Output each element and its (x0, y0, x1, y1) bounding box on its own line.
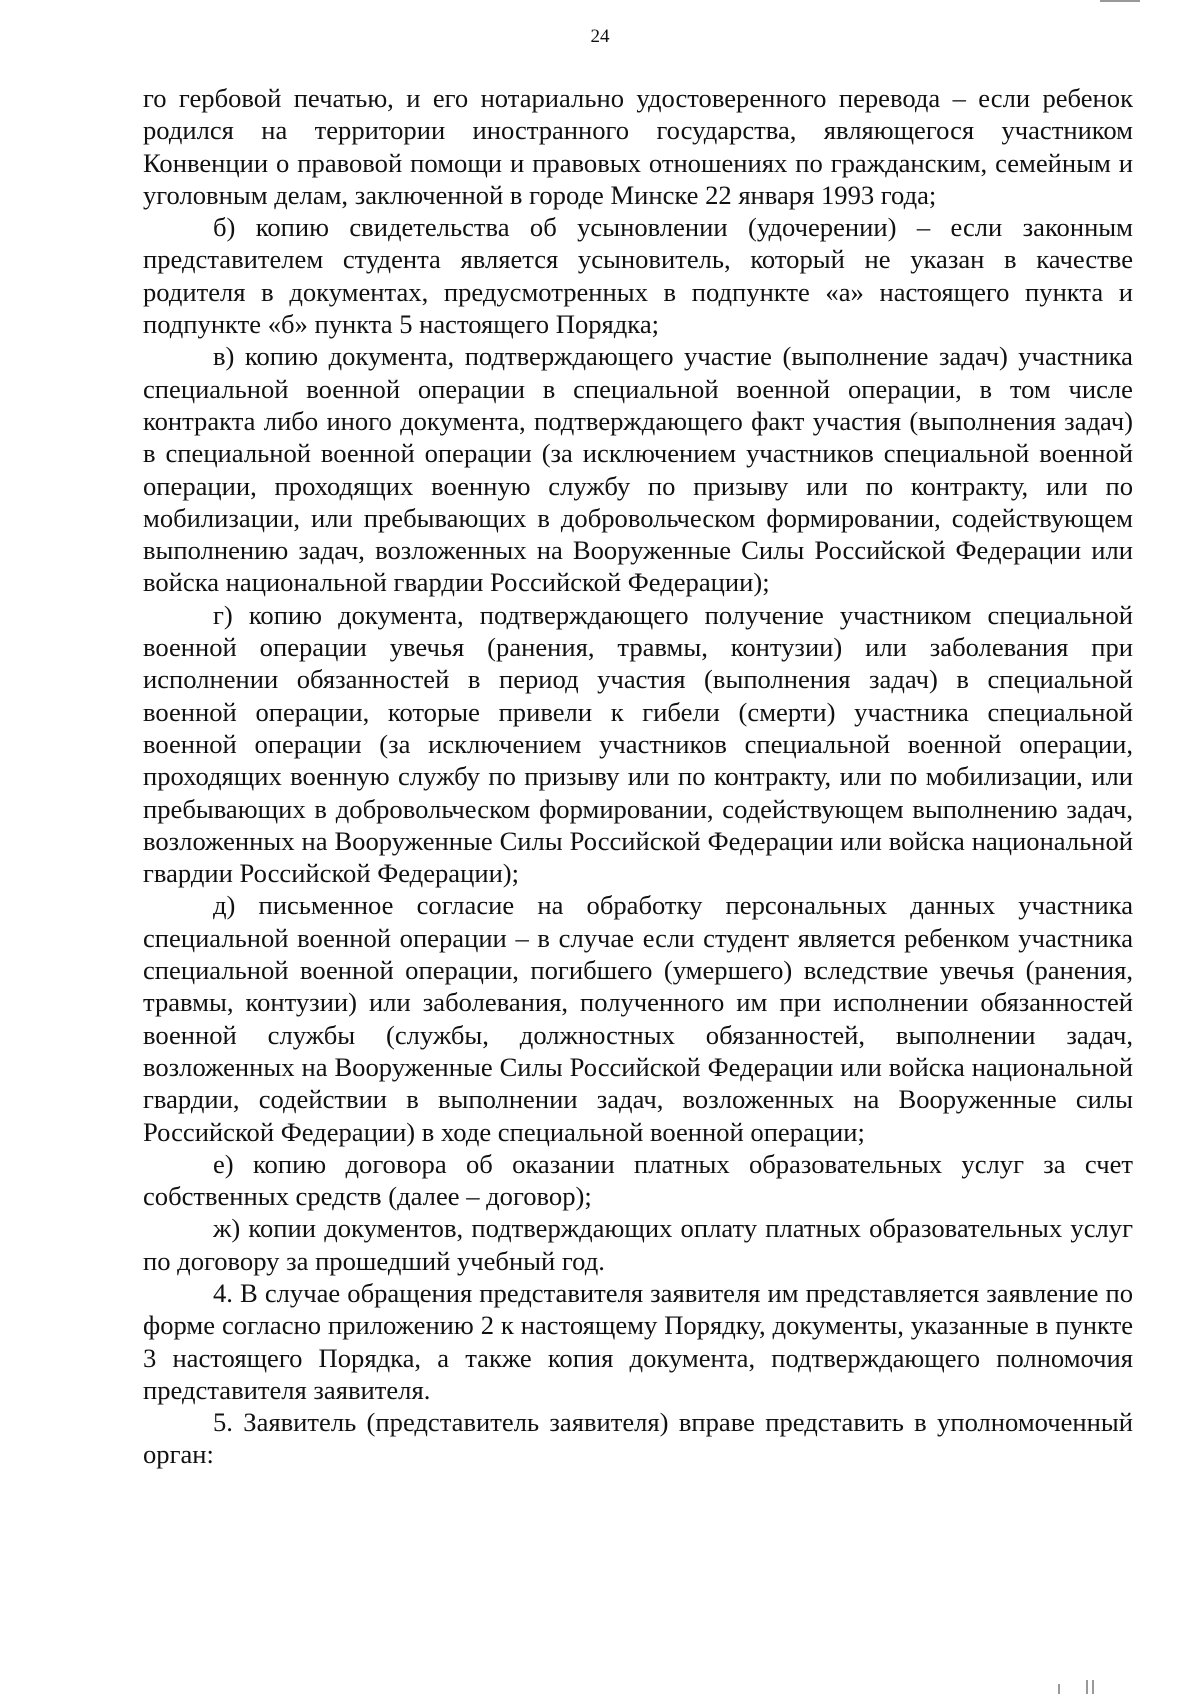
scan-artifact-bottom-3 (1092, 1680, 1094, 1694)
scan-artifact-top (1100, 0, 1140, 2)
paragraph-item-g: г) копию документа, подтверждающего получение участником специальной военной операции увечья (ранения, травмы, контузии) или заболевания при исполнении обязанностей в период участия (выполнения задач) в специальной военной операции, которые привели к гибели (смерти) участника специальной военной операции (за исключением участников специальной военной операции, проходящих военную службу по призыву или по контракту, или по мобилизации, или пребывающих в добровольческом формировании, содействующем выполнению задач, возложенных на Вооруженные Силы Российской Федерации или войска национальной гвардии Российской Федерации); (143, 599, 1133, 889)
paragraph-clause-5: 5. Заявитель (представитель заявителя) вправе представить в уполномоченный орган: (143, 1407, 1133, 1470)
paragraph-item-d: д) письменное согласие на обработку персональных данных участника специальной военной операции – в случае если студент является ребенком участника специальной военной операции, погибшего (умершего) вследствие увечья (ранения, травмы, контузии) или заболевания, полученного им при исполнении обязанностей военной службы (службы, должностных обязанностей, выполнении задач, возложенных на Вооруженные Силы Российской Федерации или войска национальной гвардии, содействии в выполнении задач, возложенных на Вооруженные силы Российской Федерации) в ходе специальной военной операции; (143, 890, 1133, 1147)
paragraph-item-e: е) копию договора об оказании платных образовательных услуг за счет собственных средств (далее – договор); (143, 1148, 1133, 1212)
page-number: 24 (590, 26, 610, 47)
paragraph-clause-4: 4. В случае обращения представителя заявителя им представляется заявление по форме согласно приложению 2 к настоящему Порядку, документы, указанные в пункте 3 настоящего Порядка, а также копия документа, подтверждающего полномочия представителя заявителя. (143, 1277, 1133, 1405)
document-body (143, 82, 1133, 1471)
paragraph-item-v: в) копию документа, подтверждающего участие (выполнение задач) участника специальной военной операции в специальной военной операции, в том числе контракта либо иного документа, подтверждающего факт участия (выполнения задач) в специальной военной операции (за исключением участников специальной военной операции, проходящих военную службу по призыву или по контракту, или по мобилизации, или пребывающих в добровольческом формировании, содействующем выполнению задач, возложенных на Вооруженные Силы Российской Федерации или войска национальной гвардии Российской Федерации); (143, 341, 1133, 598)
paragraph-item-b: б) копию свидетельства об усыновлении (удочерении) – если законным представителем студента является усыновитель, который не указан в качестве родителя в документах, предусмотренных в подпункте «а» настоящего пункта и подпункте «б» пункта 5 настоящего Порядка; (143, 212, 1133, 340)
scan-artifact-bottom-2 (1086, 1680, 1088, 1694)
paragraph-continuation: го гербовой печатью, и его нотариально удостоверенного перевода – если ребенок родился на территории иностранного государства, являющегося участником Конвенции о правовой помощи и правовых отношениях по гражданским, семейным и уголовным делам, заключенной в городе Минске 22 января 1993 года; (143, 83, 1133, 210)
scan-artifact-bottom-1 (1058, 1684, 1060, 1694)
paragraph-item-zh: ж) копии документов, подтверждающих оплату платных образовательных услуг по договору за прошедший учебный год. (143, 1213, 1133, 1276)
